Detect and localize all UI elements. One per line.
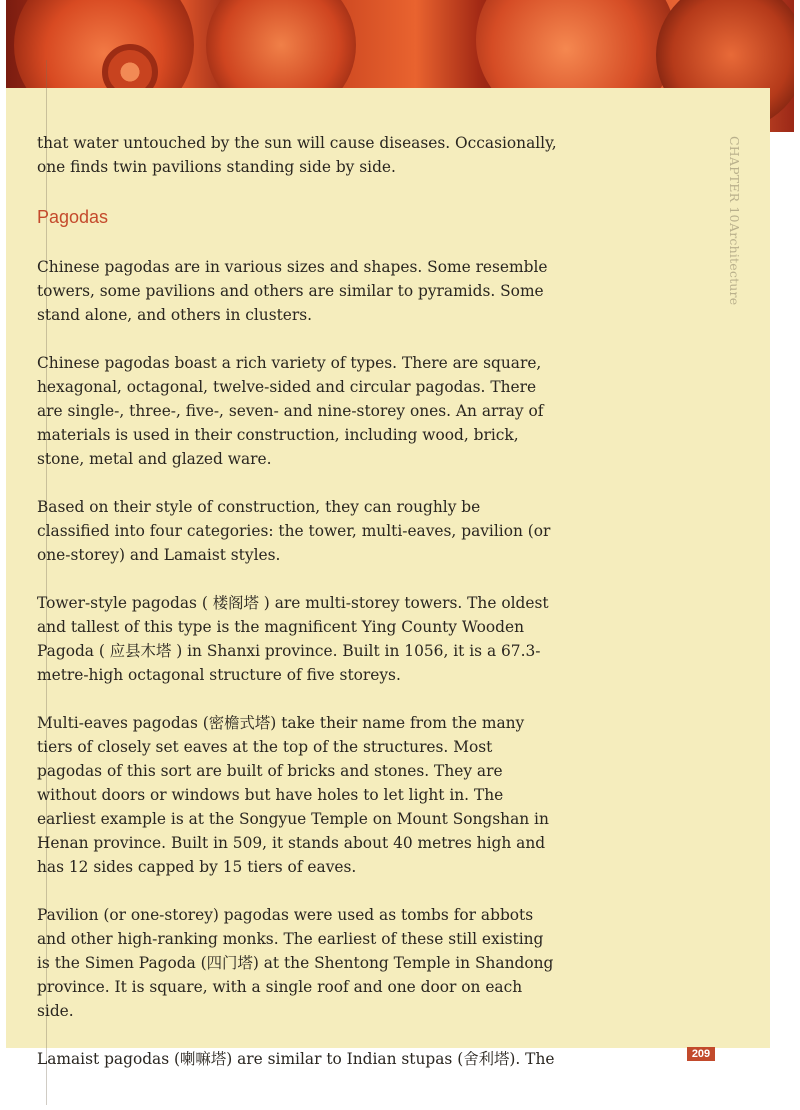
- page-number-badge: 209: [687, 1047, 715, 1061]
- body-text: [37, 131, 557, 1071]
- paragraph: Tower-style pagodas ( 楼阁塔 ) are multi-storey towers. The oldest and tallest of this type is the magnificent Ying County Wooden Pagoda ( 应县木塔 ) in Shanxi province. Built in 1056, it is a 67.3-metre-high octagonal structure of five storeys.: [37, 594, 549, 684]
- chapter-title: Architecture: [727, 222, 742, 305]
- paragraph: Chinese pagodas boast a rich variety of types. There are square, hexagonal, octagonal, twelve-sided and circular pagodas. There are single-, three-, five-, seven- and nine-storey ones. An array of materials is used in their construction, including wood, brick, stone, metal and glazed ware.: [37, 354, 544, 468]
- chapter-number: CHAPTER 10: [727, 136, 742, 223]
- paragraph: Based on their style of construction, they can roughly be classified into four categories: the tower, multi-eaves, pavilion (or one-storey) and Lamaist styles.: [37, 498, 551, 564]
- paragraph: Chinese pagodas are in various sizes and shapes. Some resemble towers, some pavilions and others are similar to pyramids. Some stand alone, and others in clusters.: [37, 258, 548, 324]
- paragraph: that water untouched by the sun will cause diseases. Occasionally, one finds twin pavilions standing side by side.: [37, 134, 557, 176]
- paragraph: Lamaist pagodas (喇嘛塔) are similar to Indian stupas (舍利塔). The: [37, 1050, 555, 1068]
- paragraph: Pavilion (or one-storey) pagodas were used as tombs for abbots and other high-ranking monks. The earliest of these still existing is the Simen Pagoda (四门塔) at the Shentong Temple in Shandong province. It is square, with a single roof and one door on each side.: [37, 906, 554, 1020]
- paragraph: Multi-eaves pagodas (密檐式塔) take their name from the many tiers of closely set eaves at the top of the structures. Most pagodas of this sort are built of bricks and stones. They are without doors or windows but have holes to let light in. The earliest example is at the Songyue Temple on Mount Songshan in Henan province. Built in 509, it stands about 40 metres high and has 12 sides capped by 15 tiers of eaves.: [37, 714, 549, 876]
- chapter-side-label: [728, 136, 741, 305]
- section-heading: Pagodas: [37, 207, 109, 227]
